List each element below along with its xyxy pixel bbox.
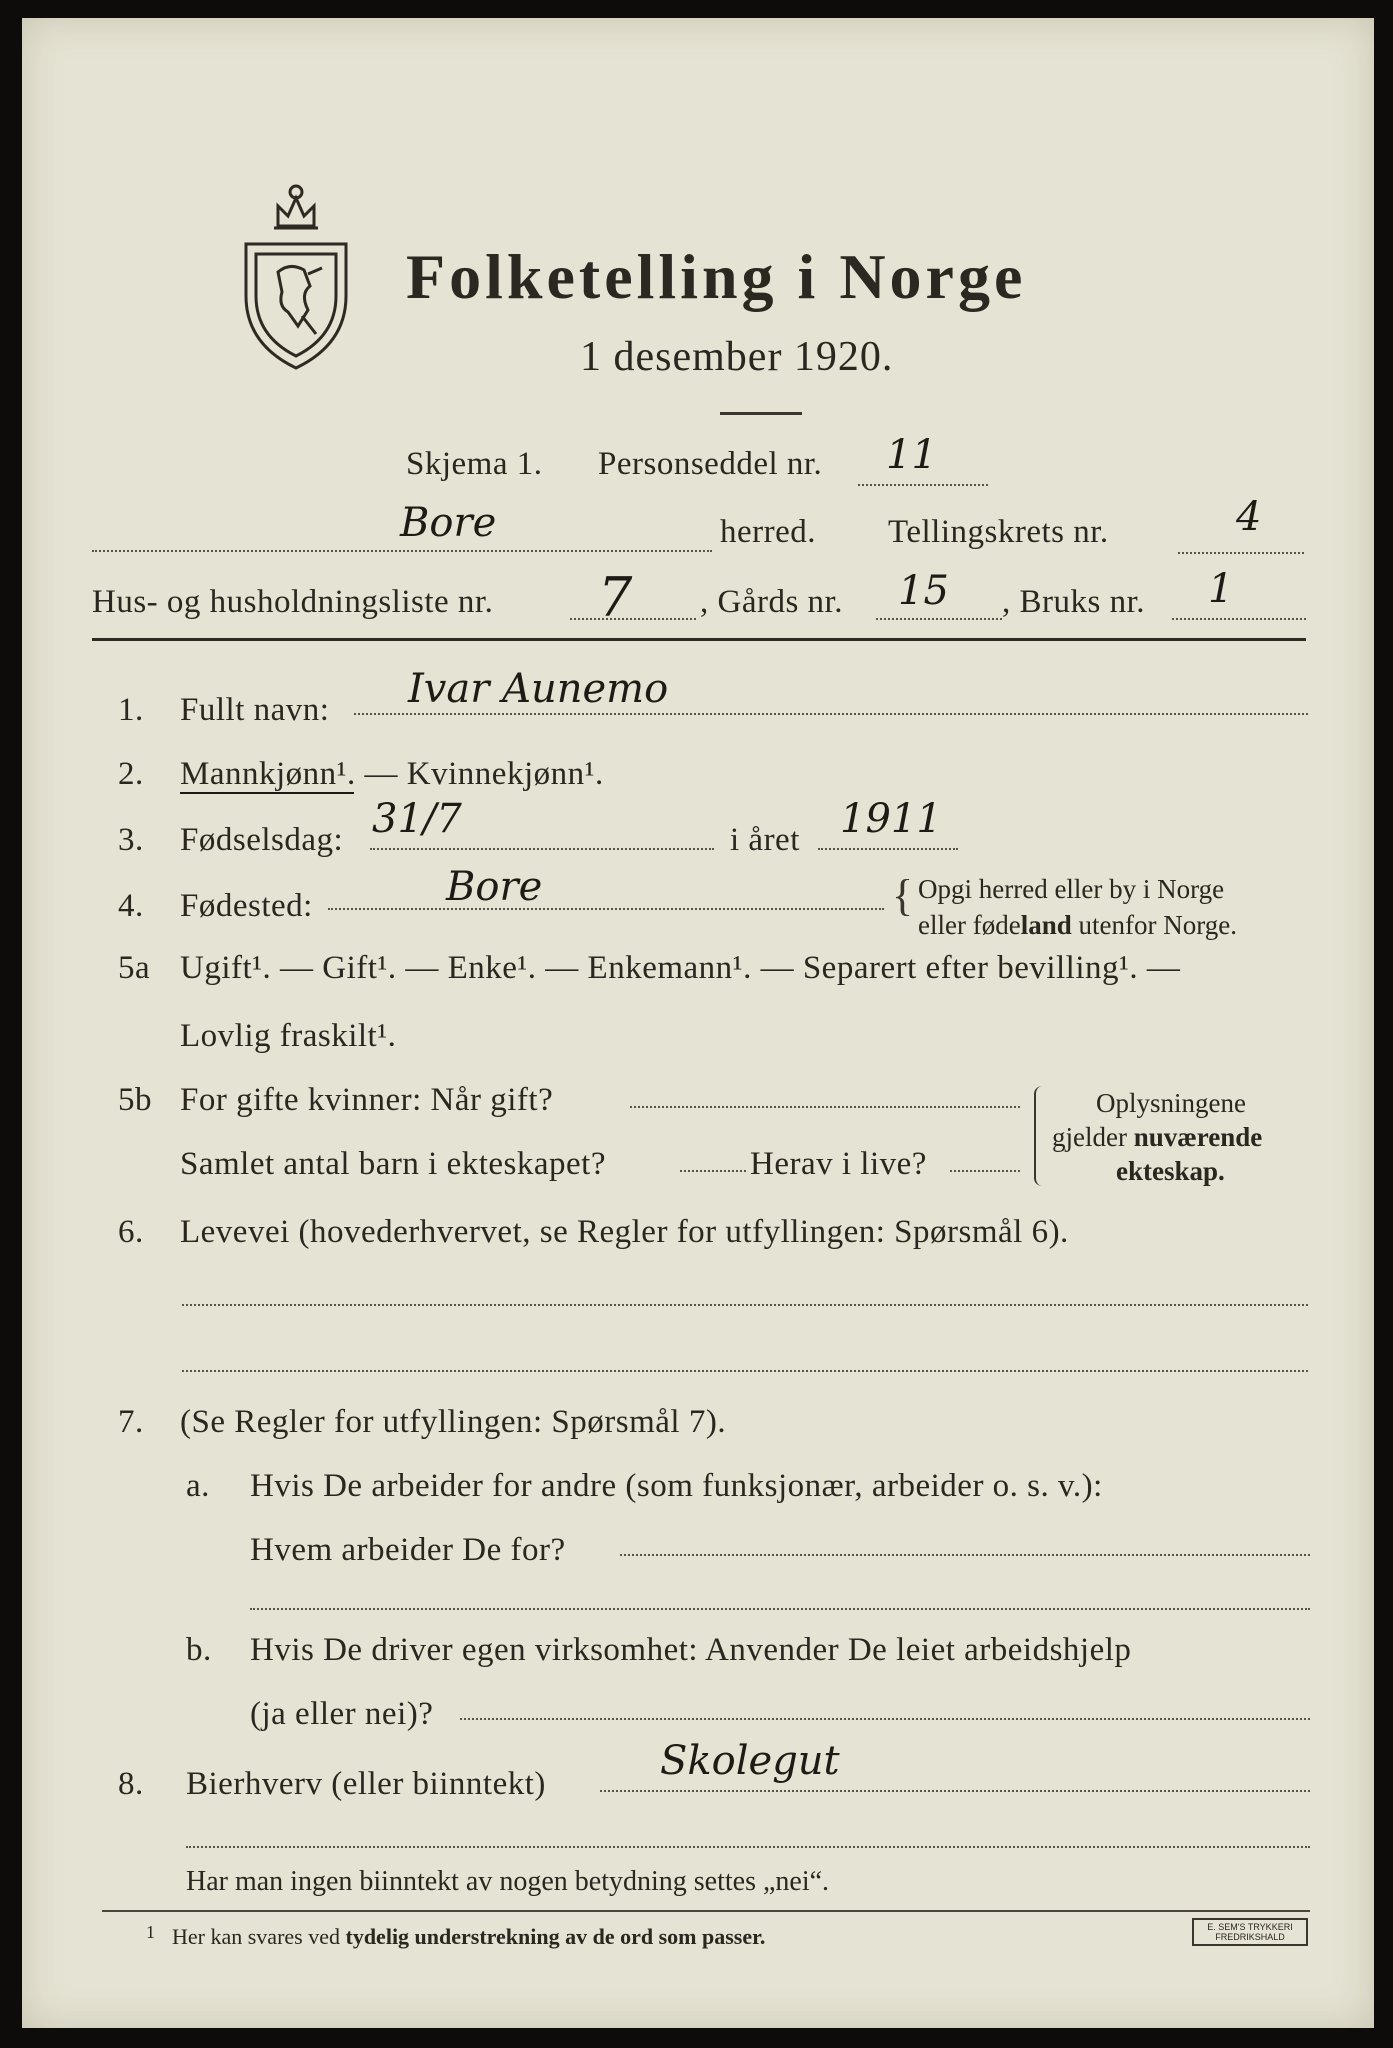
husholdning-line — [570, 618, 696, 620]
q8-value[interactable]: Skolegut — [660, 1738, 840, 1784]
q5a-options[interactable]: Ugift¹. — Gift¹. — Enke¹. — Enkemann¹. — Separert efter bevilling¹. — — [180, 950, 1181, 986]
q4-label: Fødested: — [180, 888, 313, 924]
q8-note: Har man ingen biinntekt av nogen betydning settes „nei“. — [186, 1866, 830, 1897]
q5a-number: 5a — [118, 950, 151, 986]
q8-label: Bierhverv (eller biinntekt) — [186, 1766, 546, 1802]
herred-label: herred. — [720, 514, 817, 550]
q7b-label2: (ja eller nei)? — [250, 1696, 434, 1732]
q3-year-line — [818, 848, 958, 850]
q3-year-value[interactable]: 1911 — [840, 796, 942, 842]
gards-value[interactable]: 15 — [898, 568, 949, 614]
q8-line2[interactable] — [186, 1846, 1310, 1848]
footnote-mark: 1 — [146, 1922, 155, 1942]
q5b-note-line2: gjelder nuværende — [1052, 1122, 1263, 1152]
q5b-line3 — [950, 1170, 1020, 1172]
q5b-label1: For gifte kvinner: Når gift? — [180, 1082, 554, 1118]
q7-label: (Se Regler for utfyllingen: Spørsmål 7). — [180, 1404, 727, 1440]
q7a-label2: Hvem arbeider De for? — [250, 1532, 566, 1568]
bruks-line — [1172, 618, 1306, 620]
q4-note-brace: { — [892, 871, 914, 920]
q6-line1[interactable] — [182, 1304, 1308, 1306]
q4-value[interactable]: Bore — [446, 864, 543, 910]
q3-year-label: i året — [730, 822, 800, 858]
q1-line — [354, 713, 1308, 715]
q6-line2[interactable] — [182, 1370, 1308, 1372]
footnote-text: Her kan svares ved tydelig understrekning av de ord som passer. — [172, 1924, 766, 1949]
q7b-line[interactable] — [460, 1718, 1310, 1720]
q3-line — [370, 848, 714, 850]
q8-line1 — [600, 1790, 1310, 1792]
q7a-number: a. — [186, 1468, 210, 1504]
title-divider — [720, 412, 802, 415]
q7-number: 7. — [118, 1404, 144, 1440]
page-title: Folketelling i Norge — [406, 241, 1027, 312]
q4-line — [328, 908, 884, 910]
q5b-note-line3: ekteskap. — [1116, 1156, 1225, 1186]
q2-number: 2. — [118, 756, 144, 792]
personseddel-line — [858, 484, 988, 486]
q2-underline — [180, 792, 354, 794]
q3-number: 3. — [118, 822, 144, 858]
q6-label: Levevei (hovederhvervet, se Regler for utfyllingen: Spørsmål 6). — [180, 1214, 1069, 1250]
q3-value[interactable]: 31/7 — [372, 796, 462, 842]
footnote-separator — [102, 1910, 1310, 1912]
q7a-label: Hvis De arbeider for andre (som funksjonær, arbeider o. s. v.): — [250, 1468, 1103, 1504]
q4-note-line1: Opgi herred eller by i Norge — [918, 874, 1225, 904]
q5b-line2 — [680, 1170, 746, 1172]
q3-label: Fødselsdag: — [180, 822, 344, 858]
herred-line — [92, 550, 712, 552]
q4-number: 4. — [118, 888, 144, 924]
herred-value[interactable]: Bore — [400, 500, 497, 546]
q1-number: 1. — [118, 692, 144, 728]
q4-note-line2: eller fødeland utenfor Norge. — [918, 910, 1237, 940]
q5a-options-line2[interactable]: Lovlig fraskilt¹. — [180, 1018, 397, 1054]
header-separator — [92, 638, 1306, 641]
q5b-note-line1: Oplysningene — [1096, 1088, 1246, 1118]
gards-line — [876, 618, 1002, 620]
tellingskrets-value[interactable]: 4 — [1236, 494, 1262, 540]
bruks-value[interactable]: 1 — [1208, 566, 1234, 612]
bruks-label: , Bruks nr. — [1002, 584, 1146, 620]
husholdning-label: Hus- og husholdningsliste nr. — [92, 584, 494, 620]
q7b-number: b. — [186, 1632, 212, 1668]
q6-number: 6. — [118, 1214, 144, 1250]
census-date: 1 desember 1920. — [580, 334, 894, 380]
personseddel-value[interactable]: 11 — [886, 432, 937, 478]
q1-value[interactable]: Ivar Aunemo — [408, 666, 669, 712]
tellingskrets-label: Tellingskrets nr. — [888, 514, 1109, 550]
q5b-label2: Samlet antal barn i ekteskapet? — [180, 1146, 607, 1182]
skjema-label: Skjema 1. — [406, 446, 543, 482]
q5b-line1 — [630, 1106, 1020, 1108]
gards-label: , Gårds nr. — [700, 584, 843, 620]
q7a-line2[interactable] — [250, 1608, 1310, 1610]
q5b-number: 5b — [118, 1082, 152, 1118]
q5b-label3: Herav i live? — [750, 1146, 927, 1182]
q8-number: 8. — [118, 1766, 144, 1802]
q5b-note-brace — [1034, 1086, 1046, 1186]
q2-options[interactable]: Mannkjønn¹. — Kvinnekjønn¹. — [180, 756, 604, 792]
q1-label: Fullt navn: — [180, 692, 330, 728]
coat-of-arms-icon — [238, 176, 354, 376]
printer-stamp: E. SEM'S TRYKKERI FREDRIKSHALD — [1192, 1918, 1308, 1946]
q7b-label: Hvis De driver egen virksomhet: Anvender De leiet arbeidshjelp — [250, 1632, 1132, 1668]
q7a-line1[interactable] — [620, 1554, 1310, 1556]
husholdning-value[interactable]: 7 — [598, 566, 633, 629]
tellingskrets-line — [1178, 552, 1304, 554]
personseddel-label: Personseddel nr. — [598, 446, 823, 482]
